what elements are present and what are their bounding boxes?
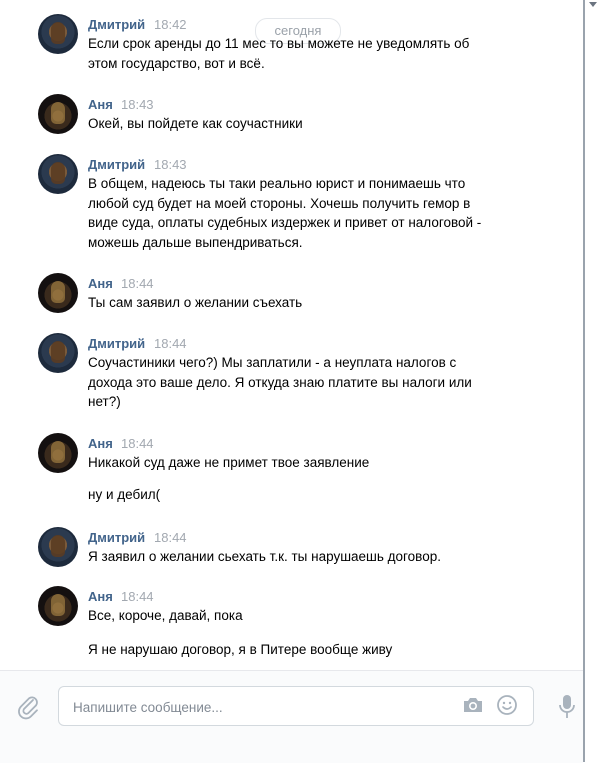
message-time: 18:44 [121, 276, 154, 291]
message-time: 18:42 [154, 17, 187, 32]
message-line: Все, короче, давай, пока [88, 608, 243, 623]
message-text [88, 293, 518, 313]
message-line: Окей, вы пойдете как соучастники [88, 116, 303, 131]
message-time: 18:43 [154, 157, 187, 172]
message-time: 18:44 [154, 530, 187, 545]
message-line: нет?) [88, 394, 121, 409]
message-time: 18:44 [154, 336, 187, 351]
author-name[interactable]: Аня [88, 589, 113, 604]
message-line: любой суд будет на моей стороны. Хочешь получить гемор в [88, 195, 471, 211]
author-name[interactable]: Дмитрий [88, 157, 146, 172]
smile-icon[interactable] [496, 694, 518, 716]
message-line: Ты сам заявил о желании съехать [88, 295, 303, 310]
message-text [88, 453, 518, 473]
author-name[interactable]: Дмитрий [88, 530, 146, 545]
message-text [88, 606, 518, 626]
message-line: Соучастиники чего?) Мы заплатили - а неуплата налогов с [88, 355, 457, 370]
avatar[interactable] [38, 273, 78, 313]
author-name[interactable]: Дмитрий [88, 336, 146, 351]
author-name[interactable]: Аня [88, 276, 113, 291]
author-name[interactable]: Аня [88, 436, 113, 451]
scrollbar[interactable] [585, 0, 600, 762]
message-text [88, 353, 518, 412]
camera-icon[interactable] [462, 694, 484, 716]
message-time: 18:44 [121, 436, 154, 451]
message-line: этом государство, вот и всё. [88, 55, 265, 71]
author-name[interactable]: Дмитрий [88, 17, 146, 32]
message-text [88, 34, 518, 73]
message-time: 18:43 [121, 97, 154, 112]
scroll-down-icon[interactable] [589, 2, 597, 7]
avatar[interactable] [38, 94, 78, 134]
author-name[interactable]: Аня [88, 97, 113, 112]
avatar[interactable] [38, 527, 78, 567]
avatar[interactable] [38, 154, 78, 194]
avatar[interactable] [38, 14, 78, 54]
message-line: Я заявил о желании сьехать т.к. ты нарушаешь договор. [88, 549, 441, 564]
avatar[interactable] [38, 586, 78, 626]
message-text: Я не нарушаю договор, я в Питере вообще живу [88, 642, 393, 657]
microphone-icon[interactable] [556, 693, 578, 721]
message-input[interactable] [71, 687, 455, 727]
avatar[interactable] [38, 333, 78, 373]
message-line: В общем, надеюсь ты таки реально юрист и понимаешь что [88, 176, 466, 191]
message-line: виде суда, оплаты судебных издержек и привет от налоговой - [88, 215, 482, 230]
message-time: 18:44 [121, 589, 154, 604]
message-text [88, 114, 518, 134]
message-text [88, 547, 518, 567]
message-line: дохода это ваше дело. Я откуда знаю платите вы налоги или [88, 374, 472, 390]
date-separator: сегодня [255, 18, 341, 44]
message-line: Никакой суд даже не примет твое заявление [88, 455, 370, 470]
avatar[interactable] [38, 433, 78, 473]
message-line: можешь дальше выпендриваться. [88, 234, 303, 250]
message-text [88, 174, 518, 252]
paperclip-icon[interactable] [16, 694, 40, 720]
message-text: ну и дебил( [88, 487, 161, 502]
message-line: Если срок аренды до 11 мес то вы можете не уведомлять об [88, 36, 470, 51]
